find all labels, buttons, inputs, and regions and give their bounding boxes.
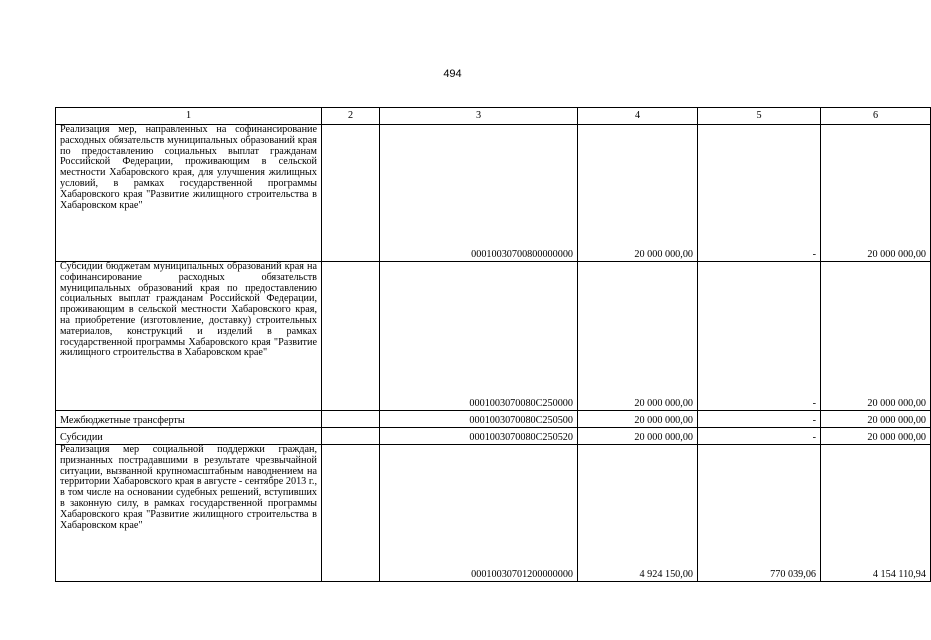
row-col4: 20 000 000,00 [578,428,698,445]
table-row [56,262,931,411]
row-col5: - [698,262,821,411]
row-col5: - [698,411,821,428]
row-name: Межбюджетные трансферты [56,411,322,428]
column-header-5: 5 [698,108,821,125]
column-header-3: 3 [380,108,578,125]
column-header-6: 6 [821,108,931,125]
row-name: Реализация мер социальной поддержки граждан, признанных пострадавшими в результате чрезвычайной ситуации, вызванной крупномасштабным наводнением на территории Хабаровского края в августе - сентябре 2013 г., в том числе на основании судебных решений, вступивших в законную силу, в рамках государственной программы Хабаровского края "Развитие жилищного строительства в Хабаровском крае" [56,445,322,582]
row-col2 [322,262,380,411]
row-col6: 20 000 000,00 [821,428,931,445]
table-row [56,125,931,262]
row-code: 0001003070080С250000 [380,262,578,411]
budget-table [55,107,931,582]
column-header-1: 1 [56,108,322,125]
column-header-2: 2 [322,108,380,125]
table-row [56,428,931,445]
row-col2 [322,411,380,428]
row-col2 [322,445,380,582]
row-col2 [322,428,380,445]
row-name: Субсидии [56,428,322,445]
row-col4: 20 000 000,00 [578,411,698,428]
row-col5: - [698,428,821,445]
row-code: 0001003070080С250520 [380,428,578,445]
row-col6: 4 154 110,94 [821,445,931,582]
row-col4: 4 924 150,00 [578,445,698,582]
row-col2 [322,125,380,262]
row-code: 00010030701200000000 [380,445,578,582]
row-col6: 20 000 000,00 [821,125,931,262]
row-col6: 20 000 000,00 [821,411,931,428]
row-name: Реализация мер, направленных на софинансирование расходных обязательств муниципальных образований края по предоставлению социальных выплат гражданам Российской Федерации, проживающим в сельской местности Хабаровского края, для улучшения жилищных условий, в рамках государственной программы Хабаровского края "Развитие жилищного строительства в Хабаровском крае" [56,125,322,262]
row-col4: 20 000 000,00 [578,125,698,262]
row-col4: 20 000 000,00 [578,262,698,411]
table-row [56,411,931,428]
row-code: 0001003070080С250500 [380,411,578,428]
row-col5: 770 039,06 [698,445,821,582]
row-col6: 20 000 000,00 [821,262,931,411]
row-col5: - [698,125,821,262]
table-header-row [56,108,931,125]
page-number: 494 [443,68,462,80]
column-header-4: 4 [578,108,698,125]
table-row [56,445,931,582]
row-code: 00010030700800000000 [380,125,578,262]
row-name: Субсидии бюджетам муниципальных образований края на софинансирование расходных обязательств муниципальных образований края по предоставлению социальных выплат гражданам Российской Федерации, проживающим в сельской местности Хабаровского края, на приобретение (изготовление, доставку) строительных материалов, конструкций и изделий в рамках государственной программы Хабаровского края "Развитие жилищного строительства в Хабаровском крае" [56,262,322,411]
